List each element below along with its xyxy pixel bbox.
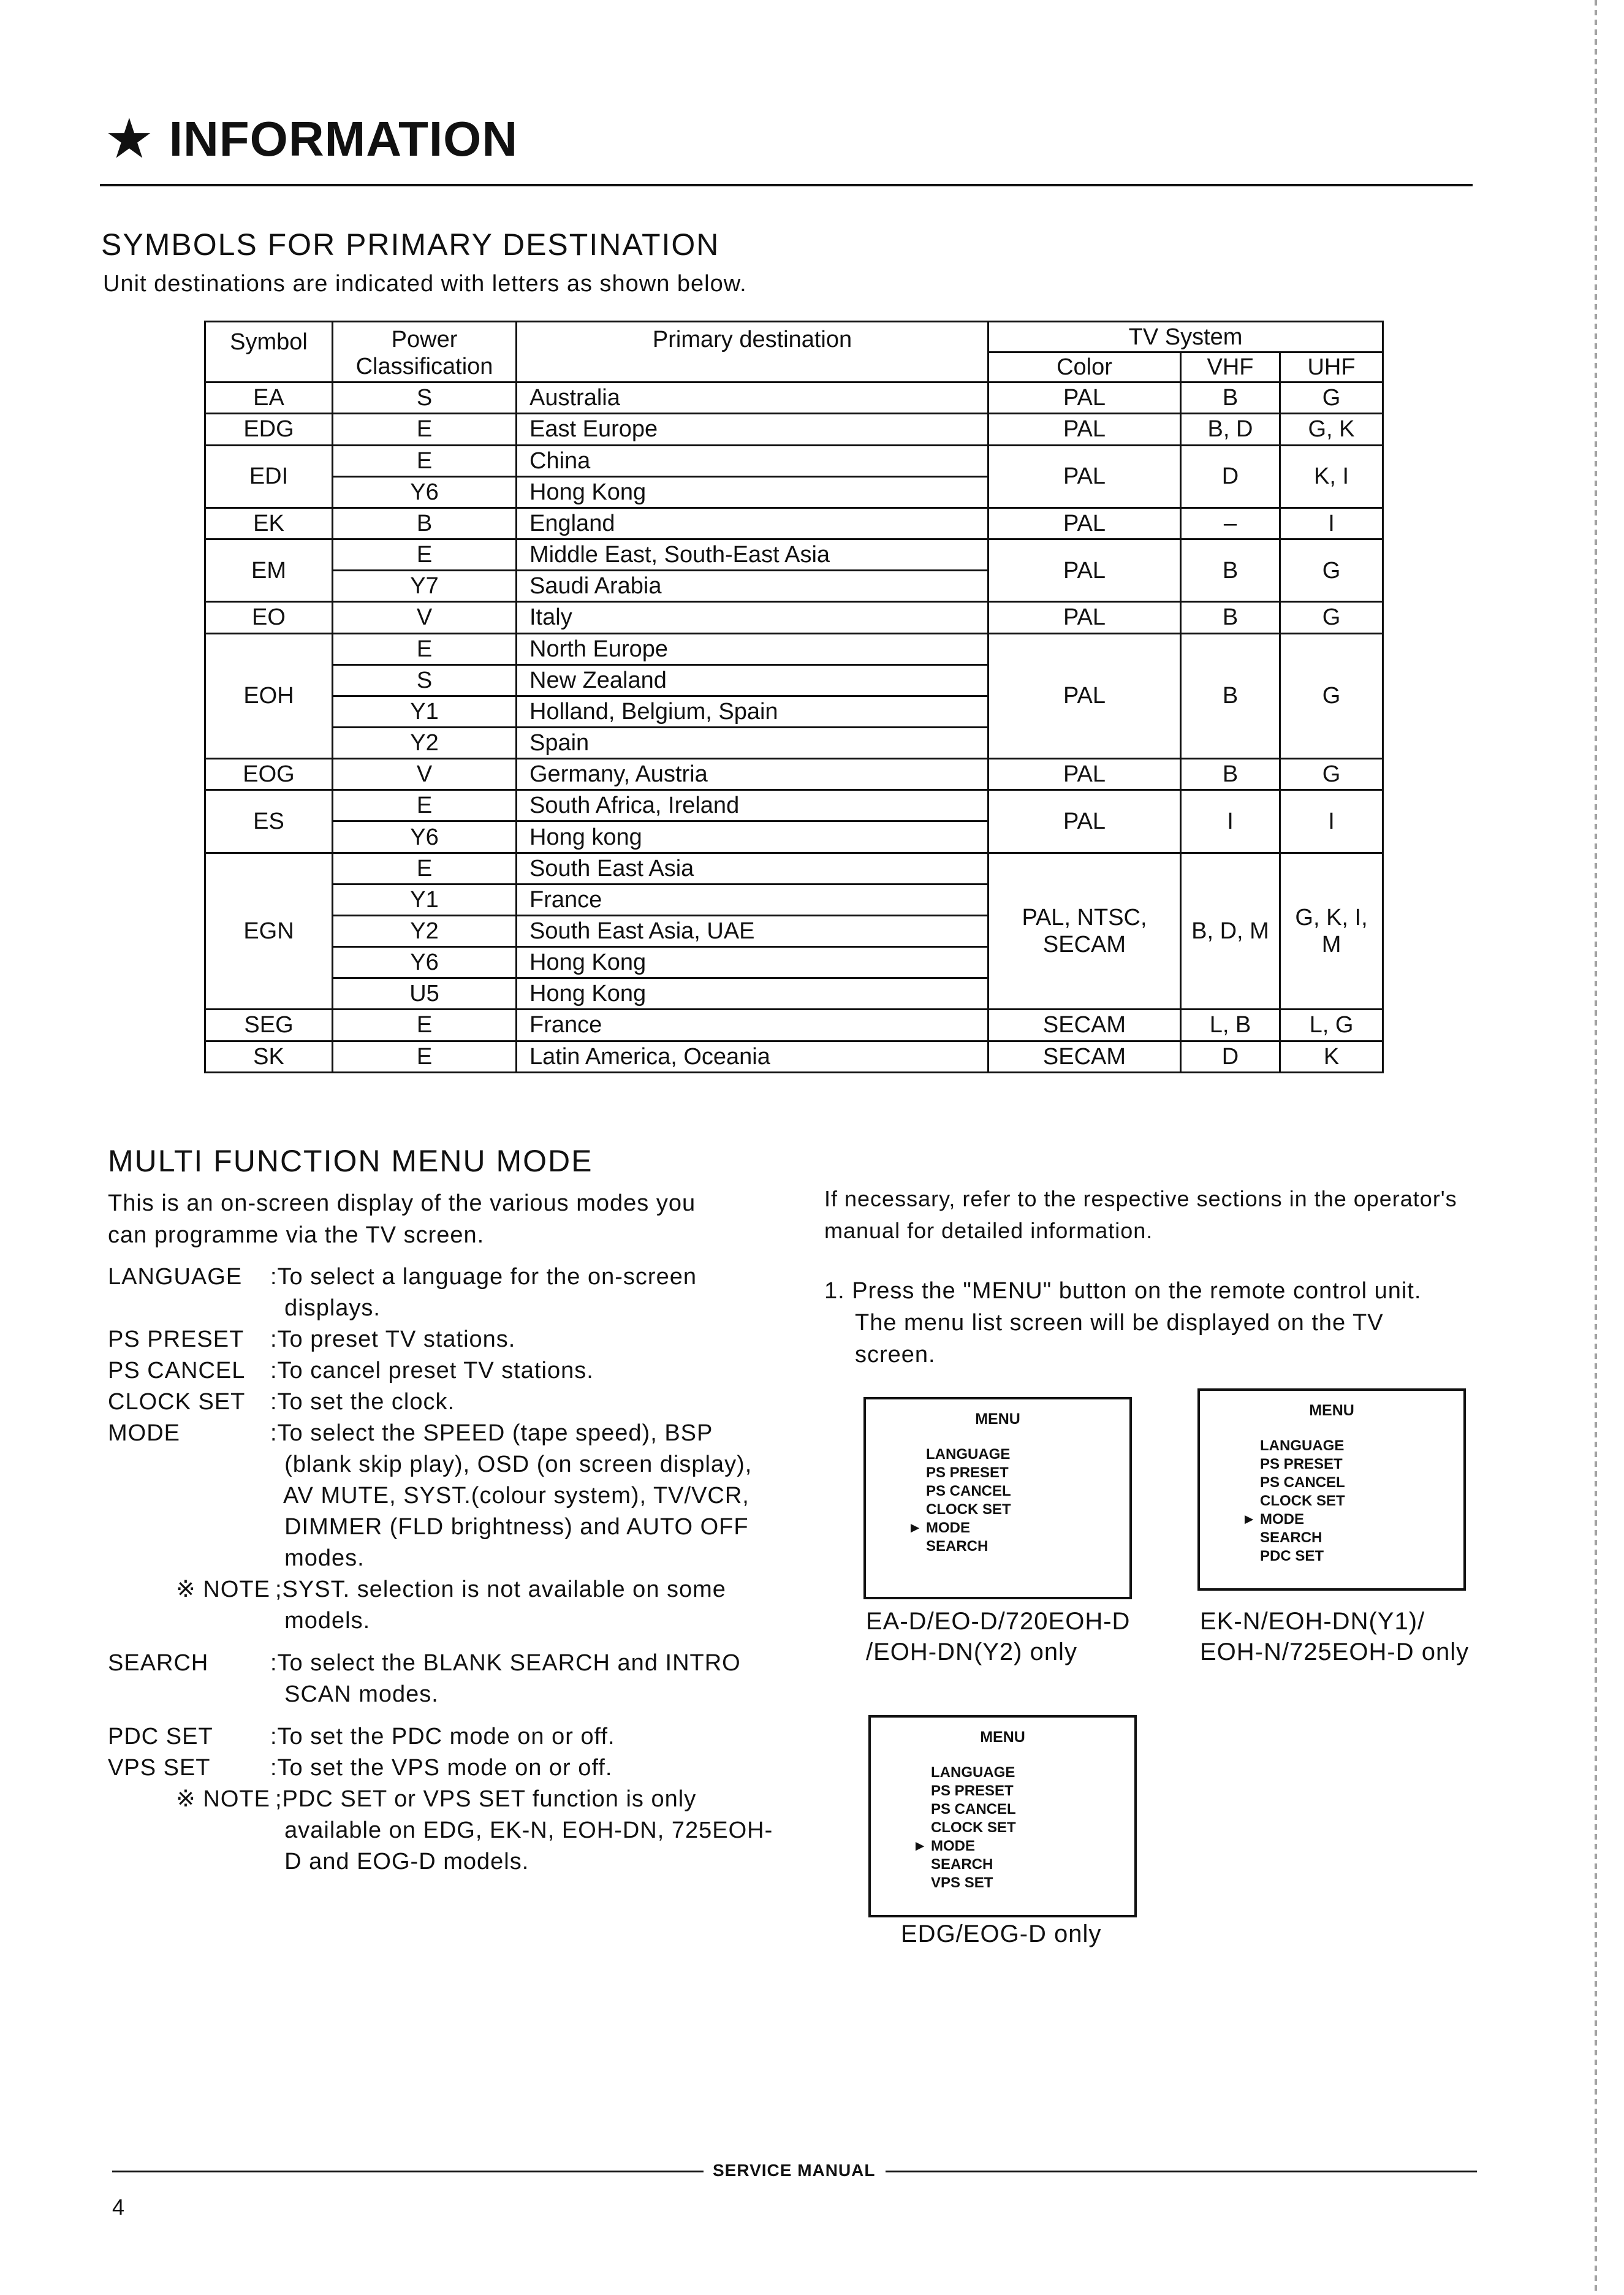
function-desc: :To cancel preset TV stations. bbox=[270, 1358, 594, 1383]
function-desc: :To set the PDC mode on or off. bbox=[270, 1724, 615, 1749]
menu-screen-item bbox=[1235, 1492, 1463, 1510]
function-entry bbox=[108, 1648, 770, 1679]
function-key: PS CANCEL bbox=[108, 1358, 246, 1383]
menu-a-caption-1: EA-D/EO-D/720EOH-D bbox=[866, 1608, 1131, 1635]
power-cell: E bbox=[333, 539, 517, 571]
function-key bbox=[108, 1449, 270, 1480]
step-3: screen. bbox=[855, 1342, 936, 1368]
vhf-cell: L, B bbox=[1181, 1010, 1280, 1041]
power-cell: V bbox=[333, 759, 517, 790]
table-row bbox=[205, 414, 1383, 445]
function-key bbox=[108, 1293, 270, 1324]
menu-screen-item-label: MODE bbox=[1260, 1511, 1304, 1528]
power-cell: E bbox=[333, 1041, 517, 1072]
step-2: The menu list screen will be displayed on the TV bbox=[855, 1310, 1384, 1336]
menu-screen-item-label: PS PRESET bbox=[931, 1783, 1014, 1799]
power-cell: E bbox=[333, 445, 517, 476]
menu-screen-item bbox=[901, 1482, 1129, 1501]
symbol-cell: EO bbox=[205, 602, 333, 633]
function-key bbox=[108, 1605, 270, 1637]
symbol-cell: EGN bbox=[205, 853, 333, 1010]
function-entry bbox=[108, 1721, 770, 1753]
function-desc: :To select the BLANK SEARCH and INTRO bbox=[270, 1650, 741, 1676]
destination-cell: England bbox=[517, 508, 988, 539]
function-entry bbox=[108, 1784, 770, 1815]
function-entry bbox=[108, 1449, 770, 1480]
function-key bbox=[108, 1512, 270, 1543]
menu-screen-item-label: PS CANCEL bbox=[931, 1801, 1016, 1817]
function-desc: ;SYST. selection is not available on some bbox=[275, 1577, 726, 1602]
power-cell: S bbox=[333, 664, 517, 696]
destination-cell: South Africa, Ireland bbox=[517, 790, 988, 821]
function-desc: available on EDG, EK-N, EOH-DN, 725EOH- bbox=[270, 1817, 773, 1843]
function-key: SEARCH bbox=[108, 1650, 209, 1676]
function-entry bbox=[108, 1815, 773, 1846]
function-key: LANGUAGE bbox=[108, 1264, 243, 1290]
function-key bbox=[108, 1480, 270, 1512]
uhf-cell: G, K bbox=[1280, 414, 1383, 445]
menu-screen-title: MENU bbox=[1309, 1402, 1354, 1419]
color-cell: PAL bbox=[988, 414, 1181, 445]
vhf-cell: B bbox=[1181, 382, 1280, 414]
function-desc: :To select the SPEED (tape speed), BSP bbox=[270, 1420, 713, 1446]
symbol-cell: EDI bbox=[205, 445, 333, 508]
menu-screen-b bbox=[1197, 1388, 1466, 1591]
destination-cell: Hong Kong bbox=[517, 978, 988, 1010]
arrow-slot bbox=[906, 1855, 931, 1874]
function-desc: SCAN modes. bbox=[270, 1681, 439, 1707]
arrow-slot bbox=[906, 1800, 931, 1819]
symbol-cell: ES bbox=[205, 790, 333, 853]
symbol-cell: EM bbox=[205, 539, 333, 602]
function-desc: displays. bbox=[270, 1295, 381, 1321]
power-cell: E bbox=[333, 790, 517, 821]
table-row bbox=[205, 508, 1383, 539]
menu-screen-item bbox=[906, 1819, 1134, 1837]
arrow-slot bbox=[901, 1501, 926, 1519]
color-cell: SECAM bbox=[988, 1010, 1181, 1041]
uhf-cell: I bbox=[1280, 790, 1383, 853]
menu-screen-item-label: CLOCK SET bbox=[931, 1819, 1016, 1836]
header-symbol: Symbol bbox=[205, 322, 333, 382]
function-entry bbox=[108, 1679, 770, 1710]
function-entry bbox=[108, 1846, 770, 1878]
color-cell: PAL bbox=[988, 759, 1181, 790]
color-cell: PAL bbox=[988, 382, 1181, 414]
vhf-cell: B, D, M bbox=[1181, 853, 1280, 1010]
menu-screen-c bbox=[868, 1715, 1137, 1917]
function-key: PS PRESET bbox=[108, 1326, 245, 1352]
destination-cell: Hong Kong bbox=[517, 476, 988, 508]
function-entry bbox=[108, 1574, 770, 1605]
arrow-slot bbox=[1235, 1474, 1260, 1492]
function-desc: ;PDC SET or VPS SET function is only bbox=[275, 1786, 697, 1812]
destination-cell: Latin America, Oceania bbox=[517, 1041, 988, 1072]
arrow-right-icon: ► bbox=[1242, 1511, 1256, 1528]
menu-screen-item-label: VPS SET bbox=[931, 1874, 993, 1891]
function-desc: models. bbox=[270, 1608, 371, 1634]
vhf-cell: B, D bbox=[1181, 414, 1280, 445]
function-entry bbox=[108, 1355, 770, 1387]
menu-screen-item-label: CLOCK SET bbox=[926, 1501, 1011, 1518]
function-entry bbox=[108, 1543, 770, 1574]
destination-table bbox=[204, 321, 1384, 1073]
color-cell: PAL, NTSC, SECAM bbox=[988, 853, 1181, 1010]
function-entry bbox=[108, 1324, 770, 1355]
menu-screen-item bbox=[906, 1855, 1134, 1874]
function-desc: modes. bbox=[270, 1545, 365, 1571]
header-uhf: UHF bbox=[1280, 352, 1383, 382]
arrow-slot bbox=[1235, 1529, 1260, 1547]
right-intro-2: manual for detailed information. bbox=[824, 1218, 1153, 1243]
destination-cell: Spain bbox=[517, 727, 988, 758]
function-key: ※ NOTE bbox=[176, 1786, 270, 1812]
color-cell: PAL bbox=[988, 790, 1181, 853]
power-cell: Y2 bbox=[333, 915, 517, 946]
multi-heading: MULTI FUNCTION MENU MODE bbox=[108, 1144, 593, 1178]
function-key: PDC SET bbox=[108, 1724, 213, 1749]
power-cell: Y2 bbox=[333, 727, 517, 758]
symbols-heading: SYMBOLS FOR PRIMARY DESTINATION bbox=[101, 227, 720, 262]
table-row bbox=[205, 382, 1383, 414]
destination-cell: East Europe bbox=[517, 414, 988, 445]
function-desc: :To select a language for the on-screen bbox=[270, 1264, 697, 1290]
color-cell: PAL bbox=[988, 445, 1181, 508]
menu-screen-item bbox=[906, 1800, 1134, 1819]
arrow-slot bbox=[1235, 1492, 1260, 1510]
function-entry bbox=[108, 1512, 770, 1543]
arrow-slot bbox=[1235, 1547, 1260, 1566]
power-cell: S bbox=[333, 382, 517, 414]
uhf-cell: G bbox=[1280, 759, 1383, 790]
power-cell: Y6 bbox=[333, 821, 517, 853]
menu-screen-item bbox=[1235, 1455, 1463, 1474]
function-key bbox=[108, 1679, 270, 1710]
destination-cell: Italy bbox=[517, 602, 988, 633]
title-rule bbox=[100, 184, 1473, 186]
destination-cell: Holland, Belgium, Spain bbox=[517, 696, 988, 727]
menu-screen-item-label: PS PRESET bbox=[926, 1464, 1009, 1481]
arrow-slot bbox=[901, 1445, 926, 1464]
power-cell: Y1 bbox=[333, 696, 517, 727]
function-key: VPS SET bbox=[108, 1755, 211, 1781]
vhf-cell: B bbox=[1181, 602, 1280, 633]
table-row bbox=[205, 1041, 1383, 1072]
arrow-right-icon: ► bbox=[908, 1520, 922, 1536]
arrow-slot bbox=[1235, 1455, 1260, 1474]
header-power-sub: Classification bbox=[355, 354, 493, 379]
function-key: ※ NOTE bbox=[176, 1577, 270, 1602]
footer-rule-right bbox=[886, 2171, 1477, 2172]
destination-cell: South East Asia, UAE bbox=[517, 915, 988, 946]
menu-screen-item bbox=[906, 1874, 1134, 1892]
table-row bbox=[205, 790, 1383, 821]
destination-cell: South East Asia bbox=[517, 853, 988, 884]
page-title bbox=[107, 110, 518, 167]
power-cell: E bbox=[333, 633, 517, 664]
menu-screen-item-label: PS PRESET bbox=[1260, 1456, 1343, 1472]
function-desc: :To set the VPS mode on or off. bbox=[270, 1755, 613, 1781]
function-entry bbox=[108, 1293, 770, 1324]
table-row bbox=[205, 602, 1383, 633]
menu-screen-item-label: MODE bbox=[926, 1520, 970, 1536]
power-cell: V bbox=[333, 602, 517, 633]
arrow-slot bbox=[901, 1482, 926, 1501]
uhf-cell: K, I bbox=[1280, 445, 1383, 508]
menu-screen-item-label: LANGUAGE bbox=[1260, 1437, 1345, 1454]
uhf-cell: G bbox=[1280, 602, 1383, 633]
function-key bbox=[108, 1815, 270, 1846]
vhf-cell: D bbox=[1181, 445, 1280, 508]
uhf-cell: G bbox=[1280, 539, 1383, 602]
table-row bbox=[205, 853, 1383, 884]
step-1: 1. Press the "MENU" button on the remote control unit. bbox=[824, 1278, 1422, 1304]
page-title-text: INFORMATION bbox=[169, 112, 518, 166]
color-cell: PAL bbox=[988, 602, 1181, 633]
power-cell: Y6 bbox=[333, 947, 517, 978]
symbol-cell: EK bbox=[205, 508, 333, 539]
function-entry bbox=[108, 1480, 770, 1512]
right-intro-1: If necessary, refer to the respective sections in the operator's bbox=[824, 1186, 1457, 1211]
function-entry bbox=[108, 1387, 770, 1418]
destination-cell: Hong Kong bbox=[517, 947, 988, 978]
arrow-slot bbox=[906, 1874, 931, 1892]
menu-function-list bbox=[108, 1262, 773, 1878]
vhf-cell: B bbox=[1181, 633, 1280, 759]
destination-cell: France bbox=[517, 884, 988, 915]
power-cell: Y1 bbox=[333, 884, 517, 915]
function-desc: (blank skip play), OSD (on screen display), bbox=[270, 1452, 753, 1477]
destination-cell: Middle East, South-East Asia bbox=[517, 539, 988, 571]
symbol-cell: SEG bbox=[205, 1010, 333, 1041]
header-destination: Primary destination bbox=[517, 322, 988, 382]
page-number: 4 bbox=[112, 2194, 125, 2220]
menu-screen-item bbox=[901, 1519, 1129, 1537]
table-row bbox=[205, 445, 1383, 476]
menu-screen-item-label: SEARCH bbox=[1260, 1529, 1322, 1546]
symbol-cell: EDG bbox=[205, 414, 333, 445]
function-desc: :To set the clock. bbox=[270, 1389, 455, 1415]
symbols-intro: Unit destinations are indicated with letters as shown below. bbox=[103, 271, 747, 297]
multi-intro-2: can programme via the TV screen. bbox=[108, 1222, 485, 1248]
function-desc: :To preset TV stations. bbox=[270, 1326, 516, 1352]
function-key bbox=[108, 1846, 270, 1878]
vhf-cell: I bbox=[1181, 790, 1280, 853]
power-cell: E bbox=[333, 414, 517, 445]
power-cell: B bbox=[333, 508, 517, 539]
arrow-slot bbox=[906, 1819, 931, 1837]
function-desc: D and EOG-D models. bbox=[270, 1849, 529, 1874]
menu-screen-item-label: SEARCH bbox=[926, 1538, 988, 1555]
arrow-slot bbox=[901, 1537, 926, 1556]
menu-screen-item bbox=[901, 1537, 1129, 1556]
menu-b-caption-1: EK-N/EOH-DN(Y1)/ bbox=[1200, 1608, 1425, 1635]
menu-screen-item bbox=[906, 1837, 1134, 1855]
color-cell: PAL bbox=[988, 508, 1181, 539]
table-row bbox=[205, 759, 1383, 790]
menu-screen-item-label: MODE bbox=[931, 1838, 975, 1854]
uhf-cell: K bbox=[1280, 1041, 1383, 1072]
table-row bbox=[205, 1010, 1383, 1041]
menu-screen-item-label: CLOCK SET bbox=[1260, 1493, 1345, 1509]
destination-cell: France bbox=[517, 1010, 988, 1041]
color-cell: SECAM bbox=[988, 1041, 1181, 1072]
table-row bbox=[205, 633, 1383, 664]
function-entry bbox=[108, 1605, 770, 1637]
uhf-cell: G, K, I, M bbox=[1280, 853, 1383, 1010]
arrow-slot bbox=[906, 1782, 931, 1800]
menu-c-caption: EDG/EOG-D only bbox=[901, 1920, 1102, 1947]
header-power bbox=[333, 322, 517, 382]
menu-screen-item-label: LANGUAGE bbox=[926, 1446, 1011, 1463]
function-desc: AV MUTE, SYST.(colour system), TV/VCR, bbox=[270, 1483, 749, 1509]
menu-screen-item bbox=[901, 1501, 1129, 1519]
vhf-cell: B bbox=[1181, 759, 1280, 790]
header-vhf: VHF bbox=[1181, 352, 1280, 382]
menu-screen-item bbox=[906, 1764, 1134, 1782]
menu-screen-item-label: PS CANCEL bbox=[926, 1483, 1011, 1499]
multi-intro-1: This is an on-screen display of the various modes you bbox=[108, 1190, 696, 1216]
uhf-cell: G bbox=[1280, 633, 1383, 759]
arrow-slot bbox=[906, 1764, 931, 1782]
menu-screen-title: MENU bbox=[975, 1410, 1020, 1428]
header-power-label: Power bbox=[391, 327, 458, 352]
menu-screen-item-label: LANGUAGE bbox=[931, 1764, 1015, 1781]
vhf-cell: B bbox=[1181, 539, 1280, 602]
function-key: CLOCK SET bbox=[108, 1389, 246, 1415]
uhf-cell: G bbox=[1280, 382, 1383, 414]
menu-screen-title: MENU bbox=[980, 1729, 1025, 1746]
symbol-cell: EOG bbox=[205, 759, 333, 790]
symbol-cell: SK bbox=[205, 1041, 333, 1072]
function-key bbox=[108, 1543, 270, 1574]
menu-screen-item-label: PDC SET bbox=[1260, 1548, 1324, 1564]
menu-screen-item bbox=[1235, 1510, 1463, 1529]
menu-screen-item bbox=[901, 1445, 1129, 1464]
power-cell: Y7 bbox=[333, 571, 517, 602]
destination-cell: Saudi Arabia bbox=[517, 571, 988, 602]
header-color: Color bbox=[988, 352, 1181, 382]
menu-screen-item bbox=[1235, 1474, 1463, 1492]
menu-screen-item bbox=[901, 1464, 1129, 1482]
uhf-cell: L, G bbox=[1280, 1010, 1383, 1041]
menu-screen-item-label: SEARCH bbox=[931, 1856, 993, 1873]
menu-b-caption-2: EOH-N/725EOH-D only bbox=[1200, 1638, 1470, 1665]
destination-cell: Germany, Austria bbox=[517, 759, 988, 790]
menu-screen-a bbox=[863, 1397, 1132, 1599]
menu-screen-item bbox=[906, 1782, 1134, 1800]
uhf-cell: I bbox=[1280, 508, 1383, 539]
vhf-cell: – bbox=[1181, 508, 1280, 539]
symbol-cell: EOH bbox=[205, 633, 333, 759]
power-cell: Y6 bbox=[333, 476, 517, 508]
power-cell: E bbox=[333, 853, 517, 884]
arrow-slot bbox=[901, 1464, 926, 1482]
symbol-cell: EA bbox=[205, 382, 333, 414]
destination-cell: Hong kong bbox=[517, 821, 988, 853]
destination-cell: North Europe bbox=[517, 633, 988, 664]
function-entry bbox=[108, 1753, 770, 1784]
function-key: MODE bbox=[108, 1420, 180, 1446]
star-icon: ★ bbox=[107, 112, 152, 166]
function-entry bbox=[108, 1262, 770, 1293]
function-entry bbox=[108, 1418, 770, 1449]
color-cell: PAL bbox=[988, 633, 1181, 759]
arrow-right-icon: ► bbox=[913, 1838, 927, 1854]
table-row bbox=[205, 539, 1383, 571]
menu-screen-item bbox=[1235, 1437, 1463, 1455]
destination-cell: New Zealand bbox=[517, 664, 988, 696]
header-tv-system: TV System bbox=[988, 322, 1383, 352]
footer-rule-left bbox=[112, 2171, 704, 2172]
menu-a-caption-2: /EOH-DN(Y2) only bbox=[866, 1638, 1077, 1665]
destination-cell: Australia bbox=[517, 382, 988, 414]
menu-screen-item bbox=[1235, 1547, 1463, 1566]
color-cell: PAL bbox=[988, 539, 1181, 602]
scan-edge bbox=[1595, 0, 1597, 2295]
vhf-cell: D bbox=[1181, 1041, 1280, 1072]
power-cell: E bbox=[333, 1010, 517, 1041]
menu-screen-item bbox=[1235, 1529, 1463, 1547]
power-cell: U5 bbox=[333, 978, 517, 1010]
menu-screen-item-label: PS CANCEL bbox=[1260, 1474, 1345, 1491]
arrow-slot bbox=[1235, 1437, 1260, 1455]
footer-label: SERVICE MANUAL bbox=[713, 2161, 876, 2180]
function-desc: DIMMER (FLD brightness) and AUTO OFF bbox=[270, 1514, 749, 1540]
destination-cell: China bbox=[517, 445, 988, 476]
